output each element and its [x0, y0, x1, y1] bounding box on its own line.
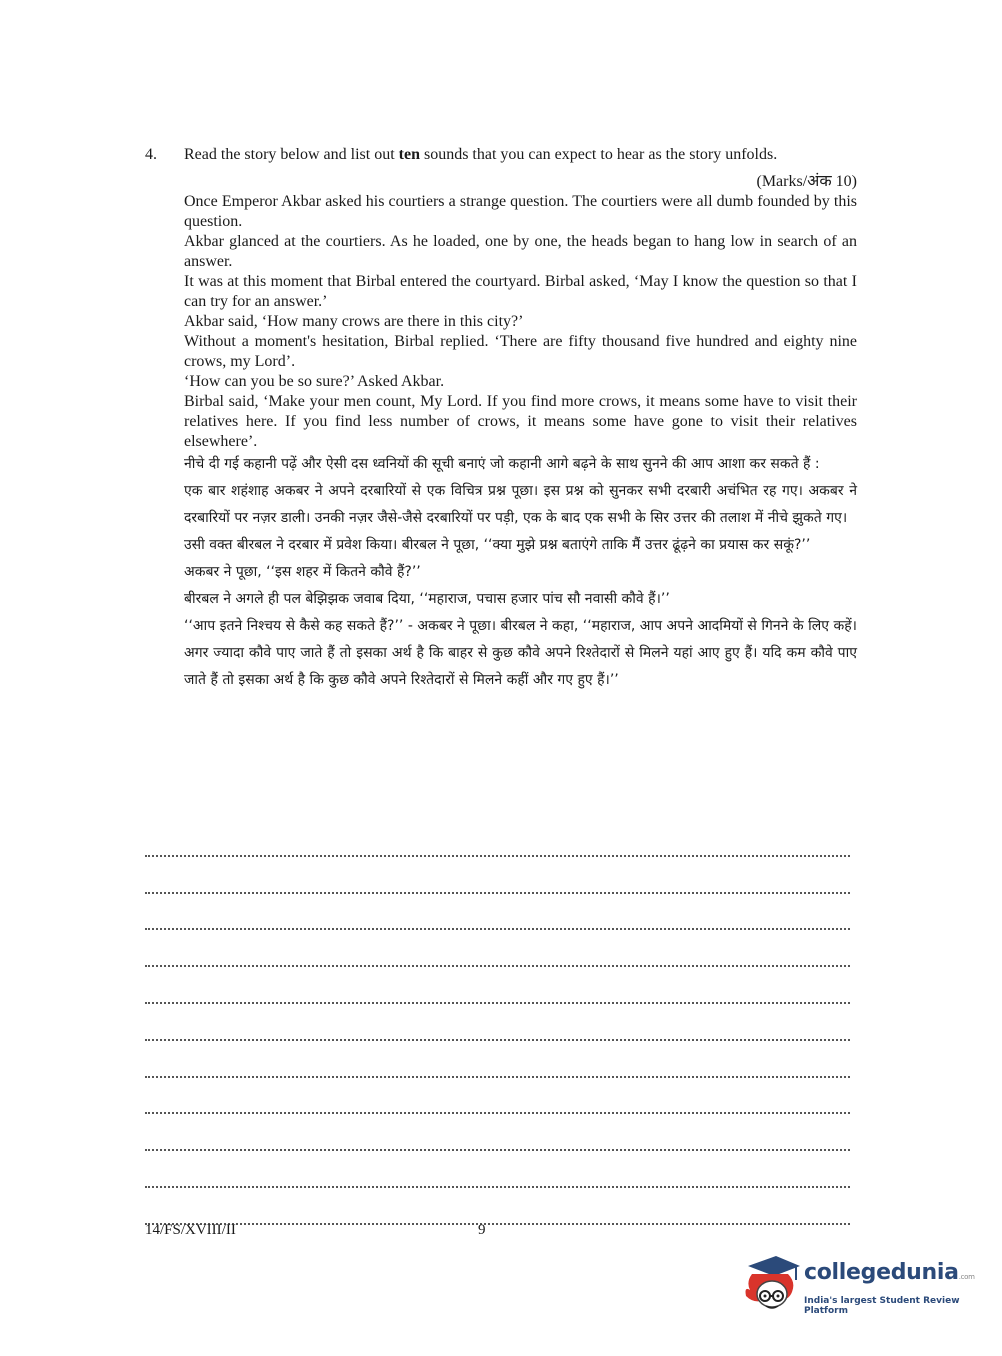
hindi-paragraph: उसी वक्त बीरबल ने दरबार में प्रवेश किया। बीरबल ने पूछा, ‘‘क्या मुझे प्रश्न बताएंगे ताकि मैं उत्तर ढूंढ़ने का प्रयास कर सकूं?’’ [184, 537, 811, 553]
hindi-paragraph: अकबर ने पूछा, ‘‘इस शहर में कितने कौवे हैं?’’ [184, 564, 421, 580]
question-text-after: sounds that you can expect to hear as the story unfolds. [419, 146, 778, 163]
answer-line [145, 1041, 850, 1078]
story-paragraph: Birbal said, ‘Make your men count, My Lord. If you find more crows, it means some have to visit their relatives here. If you find less number of crows, it means some have gone to visit their relatives elsewhere’. [184, 393, 857, 450]
answer-line [145, 1004, 850, 1041]
question-number: 4. [145, 146, 157, 163]
logo-name [804, 1260, 975, 1285]
story-english [184, 192, 857, 452]
answer-line [145, 967, 850, 1004]
answer-line [145, 1078, 850, 1115]
logo-tagline: India's largest Student Review Platform [804, 1296, 960, 1316]
question-text-bold: ten [398, 146, 420, 163]
hindi-paragraph: ‘‘आप इतने निश्चय से कैसे कह सकते हैं?’’ - अकबर ने पूछा। बीरबल ने कहा, ‘‘महाराज, आप अपने आदमियों से गिनने के लिए कहें। अगर ज्यादा कौवे पाए जाते हैं तो इसका अर्थ है कि बाहर से कुछ कौवे अपने रिश्तेदारों से मिलने यहां आए हुए हैं। यदि कम कौवे पाए जाते हैं तो इसका अर्थ है कि कुछ कौवे अपने रिश्तेदारों से मिलने कहीं और गए हुए हैं।’’ [184, 618, 857, 688]
question-text [184, 146, 777, 164]
hindi-paragraph: नीचे दी गई कहानी पढ़ें और ऐसी दस ध्वनियों की सूची बनाएं जो कहानी आगे बढ़ने के साथ सुनने की आप आशा कर सकते हैं : [184, 456, 820, 472]
answer-line [145, 930, 850, 967]
question-text-before: Read the story below and list out [184, 146, 399, 163]
hindi-paragraph: बीरबल ने अगले ही पल बेझिझक जवाब दिया, ‘‘महाराज, पचास हजार पांच सौ नवासी कौवे हैं।’’ [184, 591, 670, 607]
story-hindi [184, 451, 857, 694]
answer-line [145, 894, 850, 931]
story-paragraph: Akbar glanced at the courtiers. As he loaded, one by one, the heads began to hang low in search of an answer. [184, 233, 857, 270]
story-paragraph: Once Emperor Akbar asked his courtiers a strange question. The courtiers were all dumb founded by this question. [184, 193, 857, 230]
story-paragraph: ‘How can you be so sure?’ Asked Akbar. [184, 373, 445, 390]
answer-line [145, 857, 850, 894]
hindi-paragraph: एक बार शहंशाह अकबर ने अपने दरबारियों से एक विचित्र प्रश्न पूछा। इस प्रश्न को सुनकर सभी दरबारी अचंभित रह गए। अकबर ने दरबारियों पर नज़र डाली। उनकी नज़र जैसे-जैसे दरबारियों पर पड़ी, एक के बाद एक सभी के सिर उत्तर की तलाश में नीचे झुकते गए। [184, 483, 857, 526]
answer-line [145, 1188, 850, 1225]
story-paragraph: Without a moment's hesitation, Birbal replied. ‘There are fifty thousand five hundred and eighty nine crows, my Lord’. [184, 333, 857, 370]
mascot-icon [742, 1252, 802, 1322]
page-number: 9 [478, 1222, 486, 1238]
answer-lines [145, 820, 850, 1225]
answer-line [145, 1151, 850, 1188]
answer-line [145, 820, 850, 857]
logo-com: .com [958, 1273, 975, 1281]
footer-code: 14/FS/XVIII/II [145, 1222, 236, 1238]
marks-label: (Marks/अंक 10) [756, 173, 857, 190]
collegedunia-logo [742, 1252, 975, 1322]
logo-name-text: collegedunia [804, 1260, 959, 1285]
story-paragraph: It was at this moment that Birbal entered the courtyard. Birbal asked, ‘May I know the question so that I can try for an answer.’ [184, 273, 857, 310]
story-paragraph: Akbar said, ‘How many crows are there in this city?’ [184, 313, 524, 330]
answer-line [145, 1114, 850, 1151]
